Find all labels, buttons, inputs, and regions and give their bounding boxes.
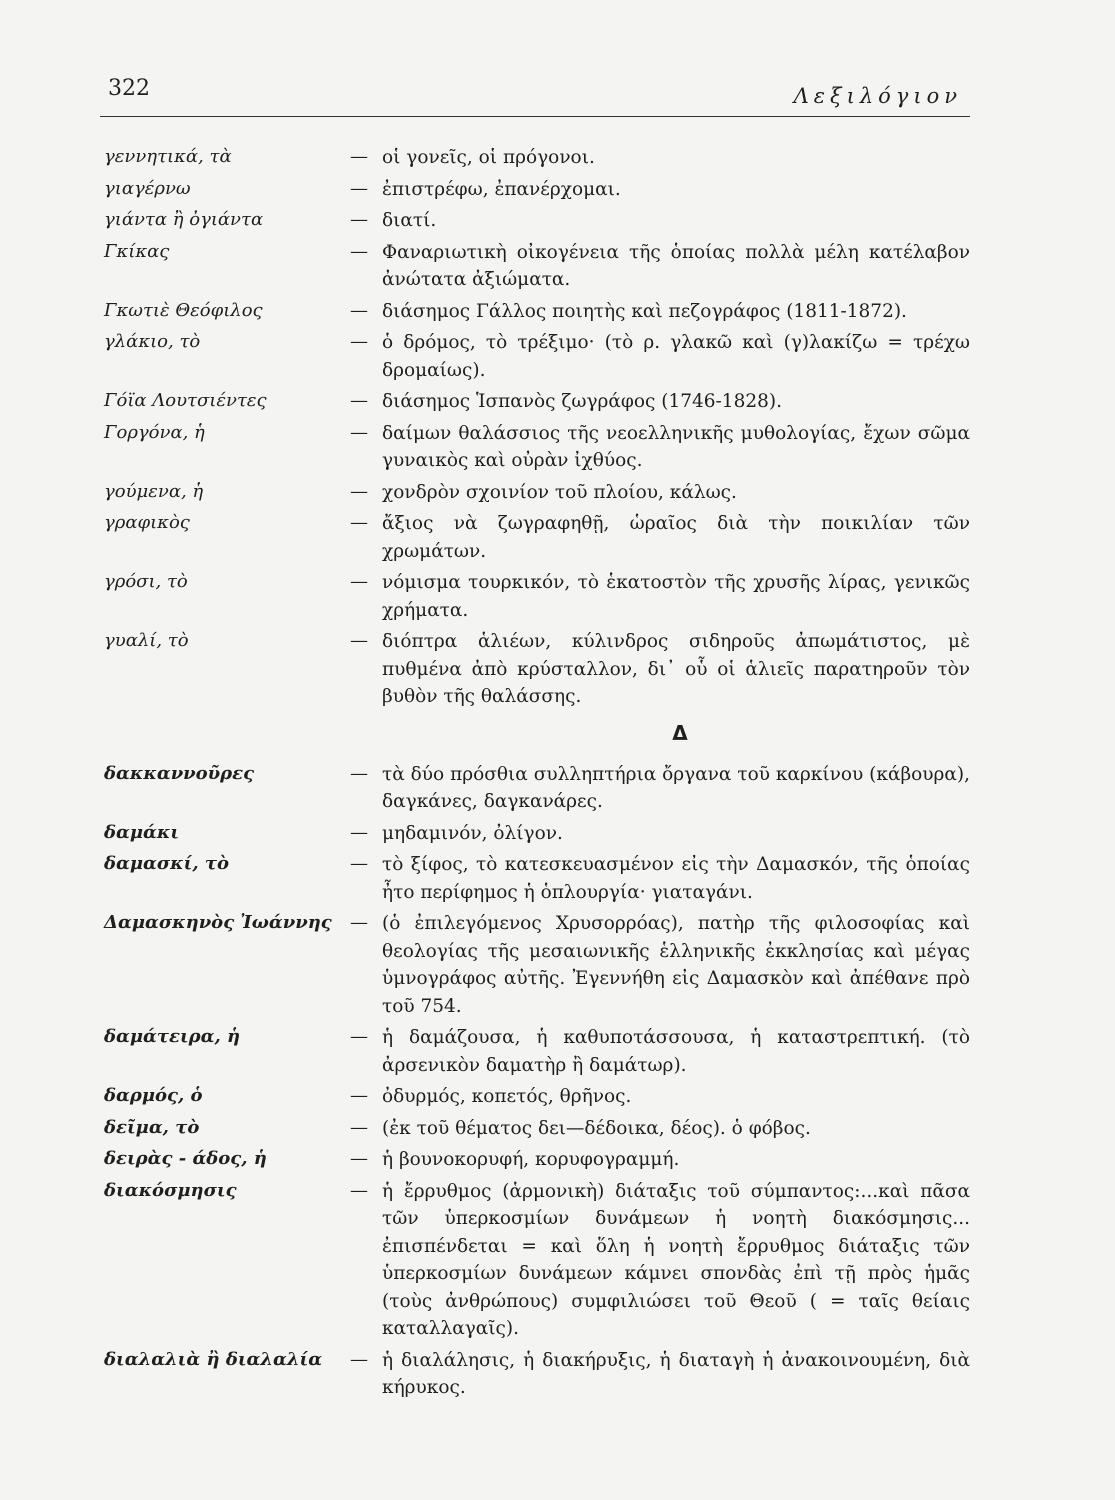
glossary-entry — [100, 205, 970, 235]
entry-definition: ἡ δαμάζουσα, ἡ καθυποτάσσουσα, ἡ καταστρεπτική. (τὸ ἀρσενικὸν δαματὴρ ἢ δαμάτωρ). — [382, 1027, 970, 1076]
entry-definition: χονδρὸν σχοινίον τοῦ πλοίου, κάλως. — [382, 481, 737, 503]
glossary-entry — [100, 818, 970, 848]
entry-definition: διόπτρα ἁλιέων, κύλινδρος σιδηροῦς ἀπωμάτιστος, μὲ πυθμένα ἀπὸ κρύσταλλον, δι᾽ οὗ οἱ ἁλιεῖς παρατηροῦν τὸν βυθὸν τῆς θαλάσσης. — [382, 631, 970, 707]
entry-headword: Γκωτιὲ Θεόφιλος — [104, 299, 263, 321]
entry-dash: — — [350, 762, 368, 784]
glossary-entry — [100, 567, 970, 624]
entry-definition: διάσημος Γάλλος ποιητὴς καὶ πεζογράφος (1811-1872). — [382, 300, 907, 322]
entry-headword: γυαλί, τὸ — [104, 630, 189, 651]
glossary-entry — [100, 1113, 970, 1143]
entry-dash: — — [350, 240, 368, 262]
running-title: Λεξιλόγιον — [793, 84, 962, 108]
entry-dash: — — [350, 1348, 368, 1370]
entry-definition: ὀδυρμός, κοπετός, θρῆνος. — [382, 1086, 632, 1107]
entry-headword: Γόϊα Λουτσιέντες — [104, 390, 267, 411]
entry-headword: δειρὰς - άδος, ἡ — [104, 1148, 267, 1169]
glossary-entry — [100, 1022, 970, 1079]
entry-headword: δαρμός, ὁ — [104, 1085, 203, 1106]
entry-dash: — — [350, 1179, 368, 1201]
glossary-entry — [100, 1081, 970, 1111]
entry-definition: οἱ γονεῖς, οἱ πρόγονοι. — [382, 147, 595, 168]
entry-definition: διατί. — [382, 210, 437, 231]
entry-dash: — — [350, 512, 368, 533]
entry-headword: δαμάκι — [104, 821, 180, 843]
page-header — [100, 72, 970, 116]
glossary-entries — [100, 142, 970, 1404]
header-rule — [100, 116, 970, 117]
glossary-entry — [100, 1144, 970, 1174]
entry-definition: ἡ βουνοκορυφή, κορυφογραμμή. — [382, 1149, 680, 1170]
entry-dash: — — [350, 630, 368, 651]
glossary-entry — [100, 759, 970, 816]
glossary-entry — [100, 477, 970, 507]
entry-dash: — — [350, 1026, 368, 1047]
glossary-entry — [100, 1345, 970, 1402]
entry-definition: νόμισμα τουρκικόν, τὸ ἑκατοστὸν τῆς χρυσῆς λίρας, γενικῶς χρήματα. — [382, 572, 970, 621]
entry-headword: Γκίκας — [104, 240, 170, 262]
entry-definition: ἡ διαλάλησις, ἡ διακήρυξις, ἡ διαταγὴ ἡ ἀνακοινουμένη, διὰ κήρυκος. — [382, 1349, 970, 1398]
glossary-entry — [100, 174, 970, 204]
gamma-entries — [100, 142, 970, 711]
entry-headword: γλάκιο, τὸ — [104, 331, 201, 352]
entry-dash: — — [350, 1085, 368, 1106]
entry-headword: γιάντα ἢ ὀγιάντα — [104, 209, 264, 230]
glossary-entry — [100, 908, 970, 1020]
entry-headword: Δαμασκηνὸς Ἰωάννης — [104, 912, 332, 933]
entry-definition: τὰ δύο πρόσθια συλληπτήρια ὄργανα τοῦ καρκίνου (κάβουρα), δαγκάνες, δαγκανάρες. — [382, 763, 970, 812]
entry-dash: — — [350, 390, 368, 411]
entry-headword: διακόσμησις — [104, 1179, 237, 1201]
section-letter: Δ — [672, 720, 688, 745]
entry-headword: δακκαννοῦρες — [104, 762, 255, 784]
entry-definition: τὸ ξίφος, τὸ κατεσκευασμένον εἰς τὴν Δαμασκόν, τῆς ὁποίας ἦτο περίφημος ἡ ὁπλουργία· γιαταγάνι. — [382, 854, 970, 903]
entry-dash: — — [350, 209, 368, 230]
entry-dash: — — [350, 1116, 368, 1138]
entry-dash: — — [350, 480, 368, 502]
entry-definition: (ἐκ τοῦ θέματος δει—δέδοικα, δέος). ὁ φόβος. — [382, 1117, 811, 1139]
glossary-entry — [100, 296, 970, 326]
entry-definition: ἡ ἔρρυθμος (ἁρμονικὴ) διάταξις τοῦ σύμπαντος:...καὶ πᾶσα τῶν ὑπερκοσμίων δυνάμεων ἡ νοητὴ διακόσμησις... ἐπισπένδεται = καὶ ὅλη ἡ νοητὴ ἔρρυθμος διάταξις τῶν ὑπερκοσμίων δυνάμεων κάμνει σπονδὰς ἐπὶ τῇ πρὸς ἡμᾶς (τοὺς ἀνθρώπους) συμφιλιώσει τοῦ Θεοῦ ( = ταῖς θείαις καταλλαγαῖς). — [382, 1180, 970, 1339]
entry-dash: — — [350, 821, 368, 843]
glossary-entry — [100, 386, 970, 416]
entry-dash: — — [350, 331, 368, 352]
glossary-entry — [100, 237, 970, 294]
page-number: 322 — [108, 76, 150, 101]
glossary-entry — [100, 327, 970, 384]
entry-dash: — — [350, 421, 368, 443]
entry-dash: — — [350, 571, 368, 592]
entry-dash: — — [350, 912, 368, 933]
entry-dash: — — [350, 177, 368, 199]
entry-definition: διάσημος Ἱσπανὸς ζωγράφος (1746-1828). — [382, 391, 782, 412]
entry-dash: — — [350, 146, 368, 167]
glossary-entry — [100, 508, 970, 565]
entry-headword: διαλαλιὰ ἢ διαλαλία — [104, 1348, 323, 1370]
entry-headword: δαμασκί, τὸ — [104, 853, 230, 874]
entry-definition: Φαναριωτικὴ οἰκογένεια τῆς ὁποίας πολλὰ μέλη κατέλαβον ἀνώτατα ἀξιώματα. — [382, 241, 970, 290]
glossary-entry — [100, 849, 970, 906]
glossary-entry — [100, 418, 970, 475]
entry-headword: Γοργόνα, ἡ — [104, 421, 205, 443]
entry-definition: ἐπιστρέφω, ἐπανέρχομαι. — [382, 178, 621, 200]
delta-entries — [100, 759, 970, 1402]
entry-definition: ἄξιος νὰ ζωγραφηθῇ, ὡραῖος διὰ τὴν ποικιλίαν τῶν χρωμάτων. — [382, 513, 970, 562]
entry-definition: δαίμων θαλάσσιος τῆς νεοελληνικῆς μυθολογίας, ἔχων σῶμα γυναικὸς καὶ οὐρὰν ἰχθύος. — [382, 422, 970, 471]
entry-dash: — — [350, 1148, 368, 1169]
glossary-entry — [100, 1176, 970, 1343]
glossary-entry — [100, 142, 970, 172]
entry-definition: ὁ δρόμος, τὸ τρέξιμο· (τὸ ρ. γλακῶ καὶ (γ)λακίζω = τρέχω δρομαίως). — [382, 332, 970, 381]
entry-headword: γεννητικά, τὰ — [104, 146, 232, 167]
entry-headword: γιαγέρνω — [104, 177, 191, 199]
entry-definition: (ὁ ἐπιλεγόμενος Χρυσορρόας), πατὴρ τῆς φιλοσοφίας καὶ θεολογίας τῆς μεσαιωνικῆς ἑλληνικῆς ἐκκλησίας καὶ μέγας ὑμνογράφος αὐτῆς. Ἐγεννήθη εἰς Δαμασκὸν καὶ ἀπέθανε πρὸ τοῦ 754. — [382, 913, 970, 1017]
entry-headword: δεῖμα, τὸ — [104, 1116, 200, 1138]
entry-dash: — — [350, 299, 368, 321]
entry-headword: γρόσι, τὸ — [104, 571, 188, 592]
entry-dash: — — [350, 853, 368, 874]
entry-headword: δαμάτειρα, ἡ — [104, 1026, 241, 1047]
entry-definition: μηδαμινόν, ὀλίγον. — [382, 822, 563, 844]
glossary-entry — [100, 626, 970, 711]
entry-headword: γραφικὸς — [104, 512, 190, 533]
entry-headword: γούμενα, ἡ — [104, 480, 204, 502]
